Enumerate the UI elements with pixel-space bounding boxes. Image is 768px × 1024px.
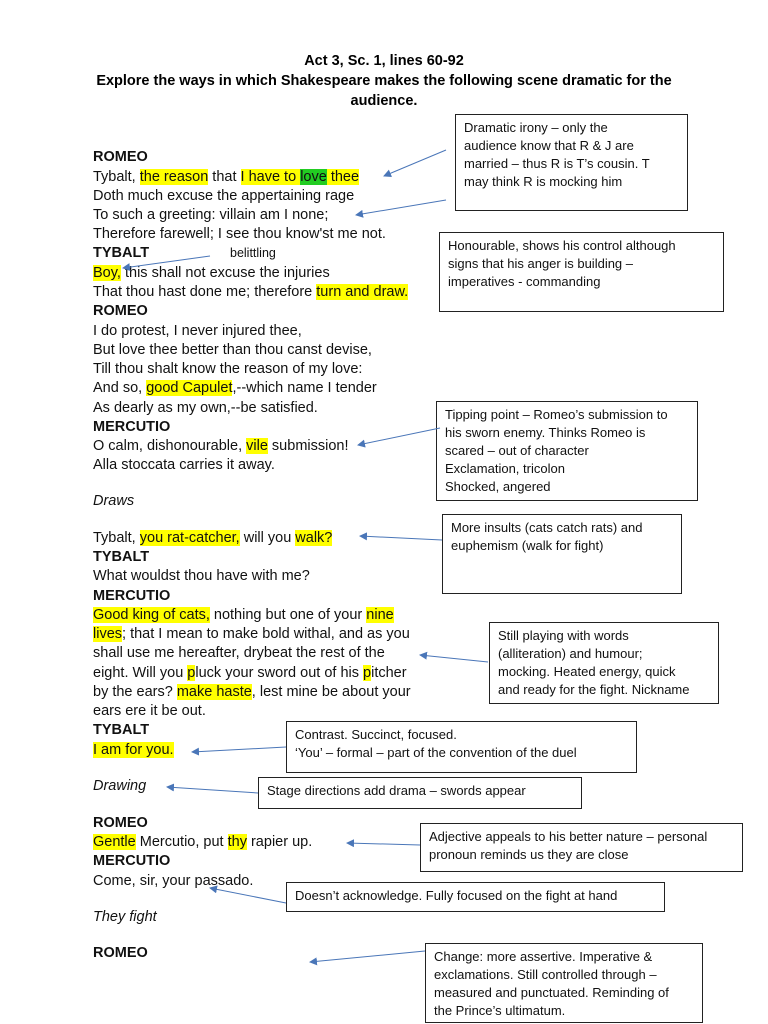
stage-direction: Drawing <box>93 778 147 794</box>
arrow <box>384 150 446 176</box>
page-title: Act 3, Sc. 1, lines 60-92 <box>304 53 464 69</box>
highlight: thee <box>326 169 360 185</box>
highlight: Boy, <box>93 265 121 281</box>
speaker-romeo: ROMEO <box>93 815 148 831</box>
highlight: lives <box>93 626 123 642</box>
script-line: O calm, dishonourable, vile submission! <box>93 438 349 454</box>
highlight: Gentle <box>93 834 136 850</box>
script-line: ears ere it be out. <box>93 703 206 719</box>
speaker-mercutio: MERCUTIO <box>93 419 171 435</box>
script-line: Come, sir, your passado. <box>93 873 254 889</box>
annotation-box: Dramatic irony – only the audience know that R & J are married – thus R is T’s cousin. T may think R is mocking him <box>455 114 688 211</box>
script-line: lives; that I mean to make bold withal, and as you <box>93 626 410 642</box>
highlight: thy <box>227 834 247 850</box>
arrow <box>167 787 258 793</box>
speaker-mercutio: MERCUTIO <box>93 853 171 869</box>
annotation-box: Change: more assertive. Imperative & exclamations. Still controlled through – measured and punctuated. Reminding of the Prince’s ultimatum. <box>425 943 703 1023</box>
script-line: I do protest, I never injured thee, <box>93 323 302 339</box>
highlight: turn and draw. <box>316 284 409 300</box>
script-line: Therefore farewell; I see thou know'st me not. <box>93 226 386 242</box>
speaker-mercutio: MERCUTIO <box>93 588 171 604</box>
highlight: I am for you. <box>93 742 174 758</box>
script-line: shall use me hereafter, drybeat the rest of the <box>93 645 385 661</box>
highlight: the reason <box>139 169 209 185</box>
stage-direction: They fight <box>93 909 157 925</box>
speaker-tybalt: TYBALT <box>93 549 150 565</box>
arrow <box>192 747 286 752</box>
arrow <box>356 200 446 215</box>
speaker-tybalt: TYBALT <box>93 722 150 738</box>
annotation-box: Stage directions add drama – swords appear <box>258 777 582 809</box>
script-line <box>93 741 174 760</box>
script-line: But love thee better than thou canst devise, <box>93 342 372 358</box>
annotation-box: Doesn’t acknowledge. Fully focused on the fight at hand <box>286 882 665 912</box>
annotation-belittling: belittling <box>230 246 276 260</box>
annotation-box: More insults (cats catch rats) and euphemism (walk for fight) <box>442 514 682 594</box>
highlight-green: love <box>300 169 327 185</box>
script-line: Gentle Mercutio, put thy rapier up. <box>93 834 313 850</box>
arrow <box>420 655 488 662</box>
highlight: nine <box>366 607 394 623</box>
arrow <box>360 536 442 540</box>
script-line: And so, good Capulet,--which name I tender <box>93 380 377 396</box>
script-line: What wouldst thou have with me? <box>93 568 310 584</box>
highlight: make haste <box>176 684 252 700</box>
script-line: As dearly as my own,--be satisfied. <box>93 400 318 416</box>
speaker-romeo: ROMEO <box>93 945 148 961</box>
highlight: vile <box>246 438 268 454</box>
arrow <box>310 951 425 962</box>
highlight: Good king of cats, <box>93 607 210 623</box>
annotation-box: Honourable, shows his control although signs that his anger is building – imperatives - commanding <box>439 232 724 312</box>
script-line: To such a greeting: villain am I none; <box>93 207 329 223</box>
script-line: Till thou shalt know the reason of my love: <box>93 361 363 377</box>
highlight: p <box>187 665 196 681</box>
script-line: Tybalt, the reason that I have to love thee <box>93 169 360 185</box>
script-line: That thou hast done me; therefore turn and draw. <box>93 284 409 300</box>
highlight: walk? <box>295 530 333 546</box>
arrow <box>358 428 440 445</box>
highlight: p <box>363 665 372 681</box>
script-line: eight. Will you pluck your sword out of his pitcher <box>93 665 407 681</box>
annotation-box: Adjective appeals to his better nature – personal pronoun reminds us they are close <box>420 823 743 872</box>
annotation-box: Contrast. Succinct, focused. ‘You’ – formal – part of the convention of the duel <box>286 721 637 773</box>
script-line: by the ears? make haste, lest mine be about your <box>93 684 411 700</box>
speaker-romeo: ROMEO <box>93 303 148 319</box>
script-line: Boy, this shall not excuse the injuries <box>93 265 330 281</box>
script-line: Good king of cats, nothing but one of your nine <box>93 607 394 623</box>
highlight: good Capulet <box>146 380 233 396</box>
speaker-tybalt: TYBALT <box>93 245 150 261</box>
highlight: I have to <box>240 169 301 185</box>
script-line: Alla stoccata carries it away. <box>93 457 275 473</box>
annotation-box: Tipping point – Romeo’s submission to his sworn enemy. Thinks Romeo is scared – out of character Exclamation, tricolon Shocked, angered <box>436 401 698 501</box>
highlight: you rat-catcher, <box>139 530 240 546</box>
script-line: Tybalt, you rat-catcher, will you walk? <box>93 530 333 546</box>
script-line: Doth much excuse the appertaining rage <box>93 188 355 204</box>
speaker-romeo: ROMEO <box>93 149 148 165</box>
arrow <box>347 843 420 845</box>
annotation-box: Still playing with words (alliteration) and humour; mocking. Heated energy, quick and ready for the fight. Nickname <box>489 622 719 704</box>
question-line-1: Explore the ways in which Shakespeare makes the following scene dramatic for the <box>96 73 672 89</box>
question-line-2: audience. <box>350 93 418 109</box>
stage-direction: Draws <box>93 493 135 509</box>
